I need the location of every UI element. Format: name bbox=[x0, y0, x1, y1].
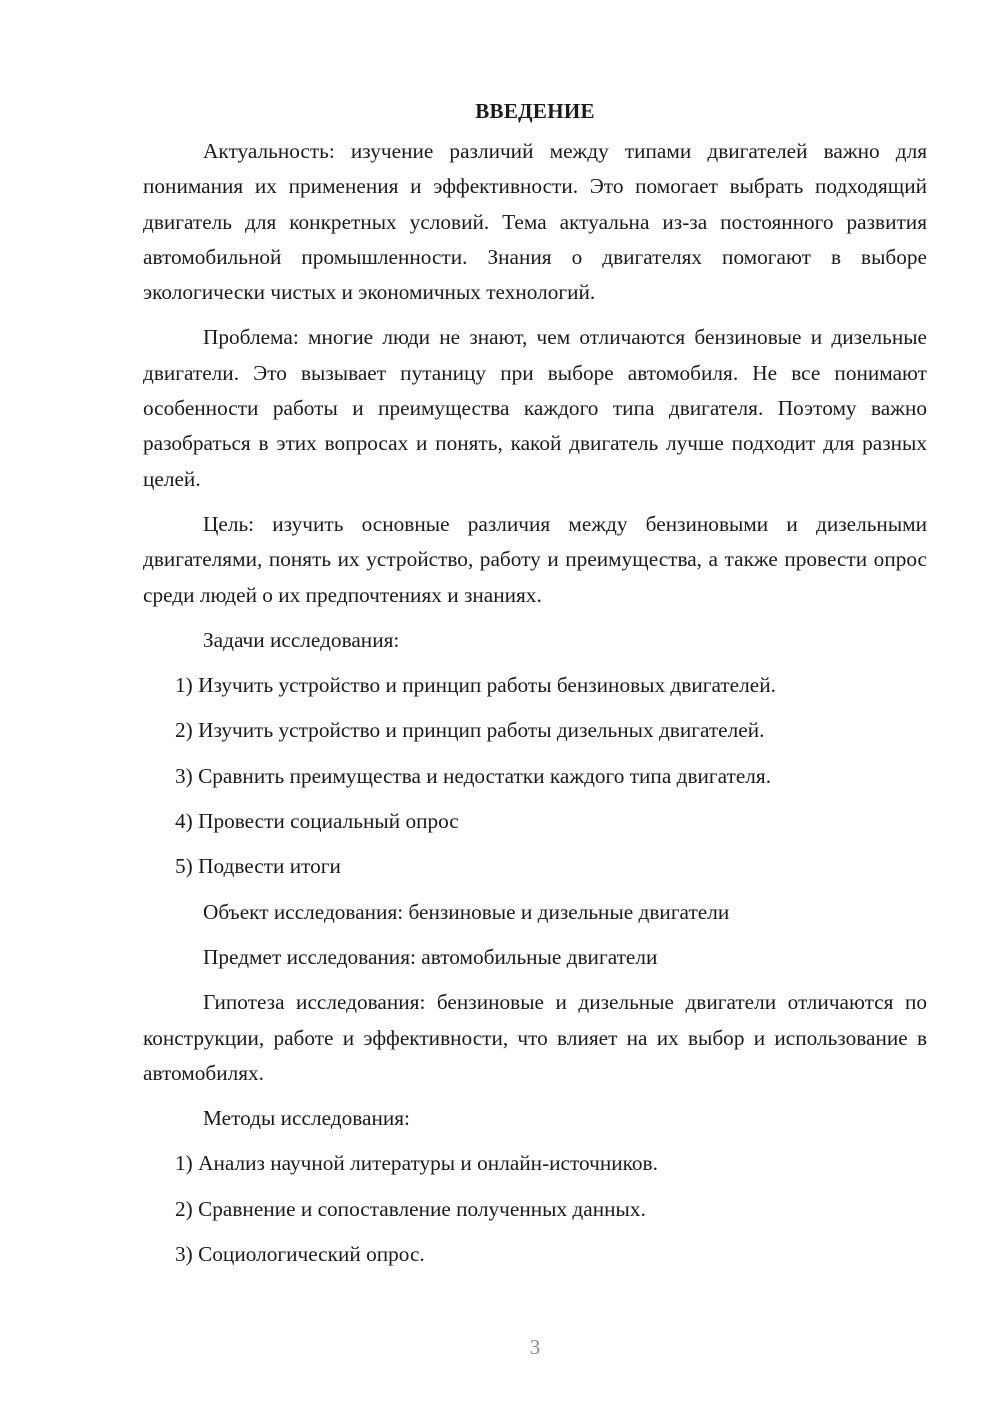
method-item: 3) Социологический опрос. bbox=[175, 1242, 425, 1267]
hypothesis-paragraph: Гипотеза исследования: бензиновые и дизельные двигатели отличаются по конструкции, работе и эффективности, что влияет на их выбор и использование в автомобилях. bbox=[143, 990, 927, 1085]
tasks-heading: Задачи исследования: bbox=[203, 627, 400, 652]
relevance-paragraph: Актуальность: изучение различий между типами двигателей важно для понимания их применения и эффективности. Это помогает выбрать подходящий двигатель для конкретных условий. Тема актуальна из-за постоянного развития автомобильной промышленности. Знания о двигателях помогают в выборе экологически чистых и экономичных технологий. bbox=[143, 139, 927, 305]
object-line: Объект исследования: бензиновые и дизельные двигатели bbox=[203, 899, 730, 924]
goal-paragraph: Цель: изучить основные различия между бензиновыми и дизельными двигателями, понять их устройство, работу и преимущества, а также провести опрос среди людей о их предпочтениях и знаниях. bbox=[143, 511, 927, 607]
method-item: 1) Анализ научной литературы и онлайн-источников. bbox=[175, 1151, 658, 1176]
tasks-list bbox=[143, 668, 927, 884]
subject-line: Предмет исследования: автомобильные двигатели bbox=[203, 944, 658, 969]
task-item: 2) Изучить устройство и принцип работы дизельных двигателей. bbox=[175, 718, 765, 743]
task-item: 3) Сравнить преимущества и недостатки каждого типа двигателя. bbox=[175, 763, 772, 788]
task-item: 1) Изучить устройство и принцип работы бензиновых двигателей. bbox=[175, 673, 776, 698]
page-number: 3 bbox=[529, 1335, 541, 1359]
problem-paragraph: Проблема: многие люди не знают, чем отличаются бензиновые и дизельные двигатели. Это вызывает путаницу при выборе автомобиля. Не все понимают особенности работы и преимущества каждого типа двигателя. Поэтому важно разобраться в этих вопросах и понять, какой двигатель лучше подходит для разных целей. bbox=[143, 325, 927, 491]
page-content bbox=[143, 94, 927, 1282]
page-title: ВВЕДЕНИЕ bbox=[475, 99, 595, 123]
task-item: 5) Подвести итоги bbox=[175, 854, 341, 879]
task-item: 4) Провести социальный опрос bbox=[175, 809, 459, 834]
method-item: 2) Сравнение и сопоставление полученных данных. bbox=[175, 1196, 646, 1221]
methods-heading: Методы исследования: bbox=[203, 1106, 410, 1131]
methods-list bbox=[143, 1146, 927, 1272]
